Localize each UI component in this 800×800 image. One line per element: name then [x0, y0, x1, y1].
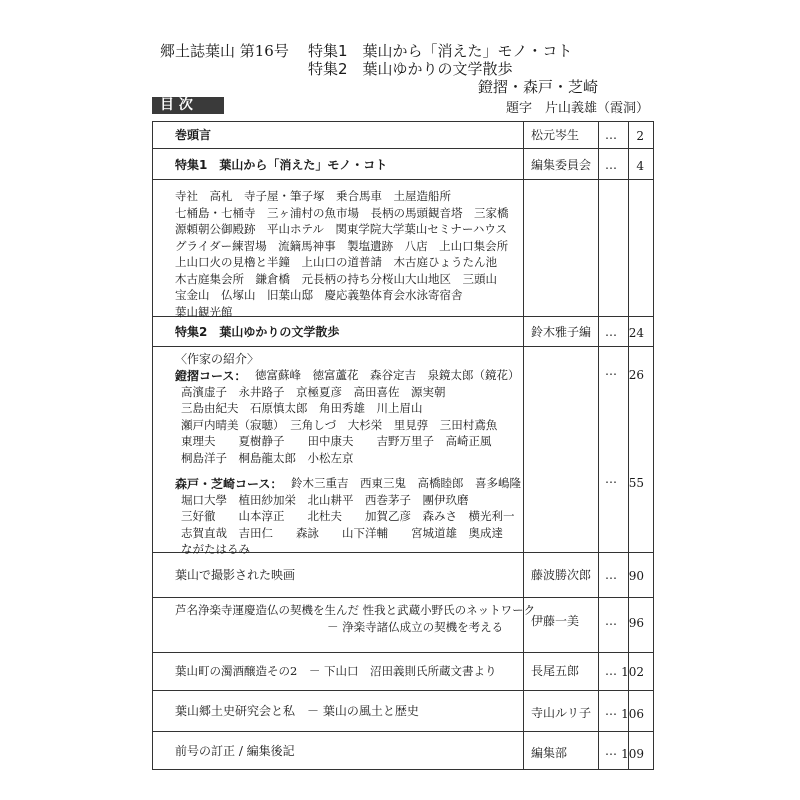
column-divider: [598, 122, 599, 769]
author-line: 桐島洋子 桐島龍太郎 小松左京: [181, 450, 354, 465]
toc-title: 芦名浄楽寺運慶造仏の契機を生んだ 性我と武蔵小野氏のネットワーク: [175, 603, 536, 617]
toc-leader: …: [605, 472, 618, 486]
toc-title: 葉山町の濁酒醸造その2 － 下山口 沼田義則氏所蔵文書より: [175, 664, 497, 678]
feature1-heading: 特集1 葉山から「消えた」モノ・コト: [308, 42, 573, 60]
author-line: 三島由紀夫 石原慎太郎 角田秀雄 川上眉山: [181, 401, 423, 415]
toc-author: 伊藤一美: [531, 614, 580, 628]
toc-author: 藤波勝次郎: [531, 568, 592, 582]
toc-leader: …: [605, 568, 618, 582]
toc-page: 26: [628, 368, 644, 382]
toc-title: 葉山郷土史研究会と私 － 葉山の風土と歴史: [175, 704, 419, 718]
author-line: 志賀直哉 吉田仁 森詠 山下洋輔 宮城道雄 奥成達: [181, 525, 503, 540]
toc-author: 鈴木雅子編: [531, 325, 592, 339]
item-line: 七桶島・七桶寺 三ヶ浦村の魚市場 長柄の馬頭観音塔 三家橋: [175, 205, 509, 220]
course2-first-line: [291, 475, 521, 492]
toc-author: 寺山ルリ子: [531, 706, 592, 720]
toc-author: 長尾五郎: [531, 664, 580, 678]
row-divider: [153, 148, 653, 149]
toc-leader: …: [605, 664, 618, 678]
toc-leader: …: [605, 325, 618, 339]
toc-page: 109: [621, 747, 644, 761]
item-line: 源頼朝公御殿跡 平山ホテル 関東学院大学葉山セミナーハウス: [175, 222, 508, 236]
feature2-heading: 特集2 葉山ゆかりの文学散歩: [308, 60, 513, 78]
author-line: ながたはるみ: [181, 542, 250, 556]
toc-page: 24: [628, 326, 644, 340]
feature1-items: [175, 188, 509, 320]
toc-leader: …: [605, 704, 618, 718]
header: [0, 0, 800, 120]
authors-intro: 〈作家の紹介〉: [175, 352, 260, 366]
toc-page: 90: [628, 569, 644, 583]
toc-title: 巻頭言: [175, 128, 212, 142]
toc-title: 前号の訂正 / 編集後記: [175, 744, 295, 758]
course1-authors: [181, 384, 497, 467]
row-divider: [153, 690, 653, 691]
row-divider: [153, 731, 653, 732]
author-line: 東理夫 夏樹静子 田中康夫 吉野万里子 高崎正風: [181, 434, 492, 448]
toc-leader: …: [605, 128, 618, 142]
author-line: 高濱虚子 永井路子 京極夏彦 高田喜佐 源実朝: [181, 384, 446, 399]
row-divider: [153, 652, 653, 653]
toc-author: 編集委員会: [531, 158, 592, 172]
item-line: 寺社 高札 寺子屋・筆子塚 乗合馬車 土屋造船所: [175, 189, 451, 203]
course2-authors: [181, 492, 515, 558]
item-line: 木古庭集会所 鎌倉橋 元長柄の持ち分桜山大山地区 三頭山: [175, 271, 497, 286]
author-line: 鈴木三重吉 西東三鬼 高橋睦郎 喜多嶋隆: [291, 476, 521, 490]
toc-leader: …: [605, 158, 618, 172]
toc-label: 目 次: [152, 97, 224, 114]
toc-leader: …: [605, 614, 618, 628]
toc-title: 葉山で撮影された映画: [175, 568, 296, 582]
toc-page: 2: [636, 129, 644, 143]
toc-leader: …: [605, 364, 618, 378]
column-divider: [523, 122, 524, 769]
toc-author: 松元岑生: [531, 128, 580, 142]
author-line: 三好徹 山本淳正 北杜夫 加賀乙彦 森みさ 横光利一: [181, 509, 515, 523]
author-line: 堀口大學 植田紗加栄 北山耕平 西巻茅子 團伊玖磨: [181, 492, 469, 507]
course1-label: 鐙摺コース：: [175, 369, 247, 383]
row-divider: [153, 346, 653, 347]
author-line: 徳富蘇峰 徳富蘆花 森谷定吉 泉鏡太郎（鏡花）: [255, 368, 520, 382]
toc-title: 特集2 葉山ゆかりの文学散歩: [175, 325, 340, 339]
item-line: グライダー練習場 流鏑馬神事 製塩遺跡 八店 上山口集会所: [175, 238, 509, 253]
course1-first-line: [255, 367, 520, 384]
title-credit: 題字 片山義雄（霞洞）: [506, 101, 650, 116]
course2-label: 森戸・芝崎コース：: [175, 477, 283, 491]
row-divider: [153, 597, 653, 598]
toc-leader: …: [605, 744, 618, 758]
toc-title: 特集1 葉山から「消えた」モノ・コト: [175, 158, 388, 172]
toc-page: 102: [621, 665, 644, 679]
toc-author: 編集部: [531, 746, 568, 760]
row-divider: [153, 179, 653, 180]
toc-page: 96: [628, 616, 644, 630]
item-line: 葉山観光館: [175, 304, 233, 319]
toc-page: 55: [628, 476, 644, 490]
toc-table: [152, 121, 654, 770]
item-line: 宝金山 仏塚山 旧葉山邸 慶応義塾体育会水泳寄宿舎: [175, 288, 463, 302]
magazine-title: 郷土誌葉山 第16号: [160, 42, 289, 60]
toc-subtitle: － 浄楽寺諸仏成立の契機を考える: [327, 620, 504, 634]
author-line: 瀬戸内晴美（寂聴） 三角しづ 大杉栄 里見弴 三田村鳶魚: [181, 417, 498, 432]
feature2-areas: 鐙摺・森戸・芝崎: [478, 78, 599, 96]
item-line: 上山口火の見櫓と半鐘 上山口の道普請 木古庭ひょうたん池: [175, 255, 497, 269]
toc-page: 4: [636, 159, 644, 173]
toc-page: 106: [621, 707, 644, 721]
